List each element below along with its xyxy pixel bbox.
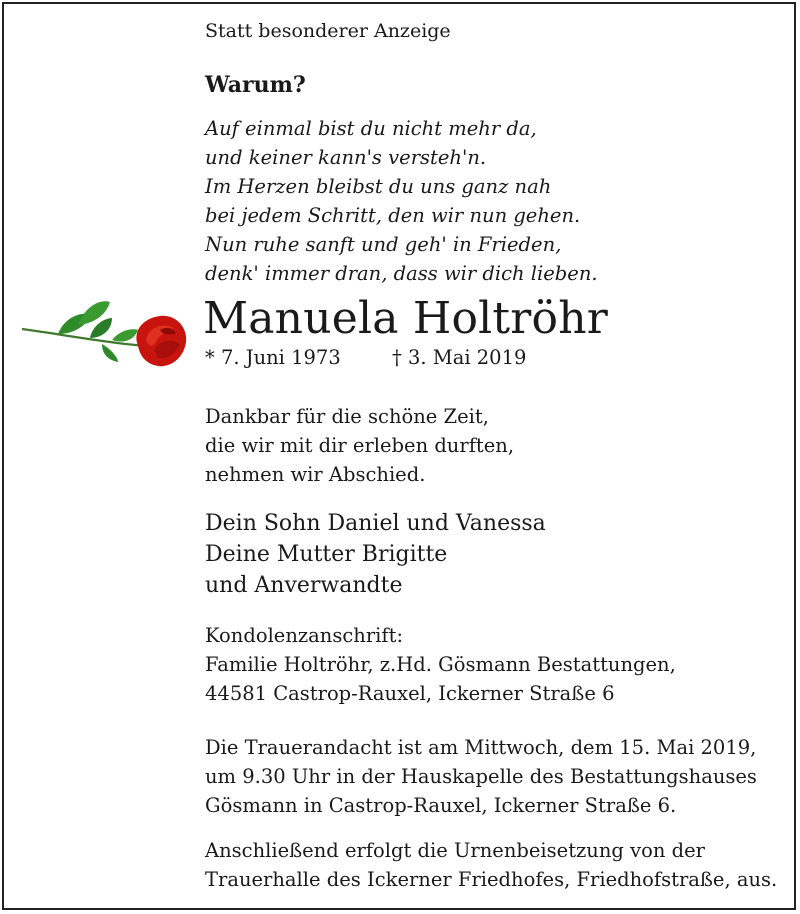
service-line: Gösmann in Castrop-Rauxel, Ickerner Straße 6. <box>205 794 677 817</box>
rose-blossom <box>136 316 186 366</box>
service-line: Die Trauerandacht ist am Mittwoch, dem 15. Mai 2019, <box>205 736 757 759</box>
red-rose-icon <box>20 300 190 375</box>
service-line: um 9.30 Uhr in der Hauskapelle des Bestattungshauses <box>205 765 757 788</box>
header-notice: Statt besonderer Anzeige <box>205 20 451 42</box>
thanks-line: die wir mit dir erleben durften, <box>205 434 515 457</box>
family-line: Dein Sohn Daniel und Vanessa <box>205 511 546 536</box>
burial-line: Trauerhalle des Ickerner Friedhofes, Friedhofstraße, aus. <box>205 868 778 891</box>
service-details <box>205 733 757 820</box>
poem-title: Warum? <box>205 72 306 98</box>
condolence-address <box>205 621 676 708</box>
address-line: 44581 Castrop-Rauxel, Ickerner Straße 6 <box>205 682 615 705</box>
family-signatures <box>205 508 546 601</box>
rose-leaf <box>112 329 138 341</box>
thanks-line: nehmen wir Abschied. <box>205 463 426 486</box>
address-line: Familie Holtröhr, z.Hd. Gösmann Bestattungen, <box>205 653 676 676</box>
poem-line: und keiner kann's versteh'n. <box>205 146 487 169</box>
poem-line: denk' immer dran, dass wir dich lieben. <box>205 262 598 285</box>
poem-line: Im Herzen bleibst du uns ganz nah <box>205 175 552 198</box>
poem <box>205 114 598 288</box>
poem-line: bei jedem Schritt, den wir nun gehen. <box>205 204 581 227</box>
rose-leaf <box>102 344 118 362</box>
rose-leaf <box>90 318 112 338</box>
burial-line: Anschließend erfolgt die Urnenbeisetzung von der <box>205 839 705 862</box>
birth-date: * 7. Juni 1973 <box>205 346 341 369</box>
family-line: Deine Mutter Brigitte <box>205 542 448 567</box>
address-line: Kondolenzanschrift: <box>205 624 404 647</box>
burial-details <box>205 836 777 894</box>
thanks-line: Dankbar für die schöne Zeit, <box>205 405 489 428</box>
poem-line: Auf einmal bist du nicht mehr da, <box>205 117 537 140</box>
family-line: und Anverwandte <box>205 573 403 598</box>
poem-line: Nun ruhe sanft und geh' in Frieden, <box>205 233 562 256</box>
thanks-text <box>205 402 514 489</box>
death-date: † 3. Mai 2019 <box>392 346 527 369</box>
deceased-name: Manuela Holtröhr <box>203 293 609 344</box>
